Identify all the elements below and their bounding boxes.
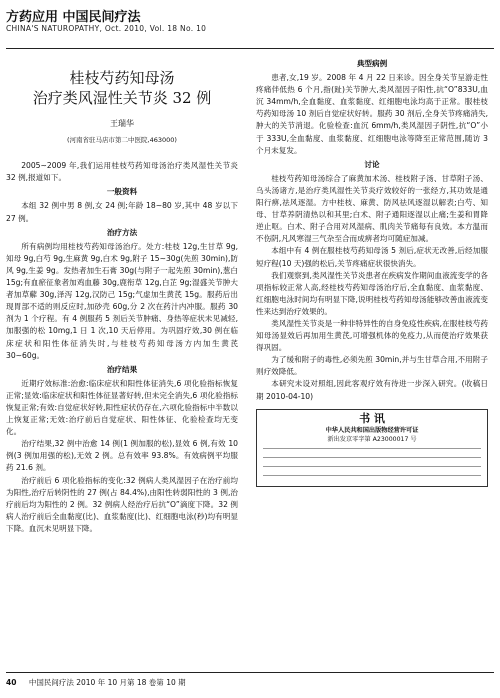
left-column (6, 56, 238, 535)
author-affiliation: (河南省驻马店市第二中医院,463000) (67, 136, 177, 145)
page-number: 40 (6, 678, 17, 687)
fine-print-line (263, 466, 481, 473)
journal-header (6, 4, 494, 49)
section-body: 所有病例均用桂枝芍药知母汤治疗。处方:桂枝 12g,生甘草 9g,知母 9g,白芍 9g,生麻黄 9g,白术 9g,附子 15~30g(先煎 30min),防风 9g,生姜 9g。发热者加生石膏 30g(与附子一起先煎 30min),葱白 15g;有血瘀征象者加鸡血藤 30g,鹿衔草 12g,白芷 9g;湿盛关节肿大者加草薢 30g,泽泻 12g,汉防己 15g;气虚加生黄芪 15g。服药后出现胃部不适的则反应时,加砂壳 60g,分 2 次在药汁内冲服。服药 30 剂为 1 个疗程。有 4 例服药 5 剂后关节肿痛、身热等症状未见减轻,加服强的松 10mg,1 日 1 次,10 天后停用。为巩固疗效,30 例在临床症状和阳性体征消失时,与桂枝芍药知母汤方内加生黄芪 30~60g。 (6, 241, 238, 360)
section-body: 治疗结果,32 例中治愈 14 例(1 例加服的松),显效 6 例,有效 10 例(3 例加用强的松),无效 2 例。总有效率 93.8%。有效病例平均服药 21.6 剂。 (6, 439, 238, 473)
fine-print-line (263, 457, 481, 464)
section-body: 本研究未设对照组,因此客观疗效有待进一步深入研究。(收稿日期 2010-04-10) (256, 379, 488, 401)
section-body: 治疗前后 6 项化验指标的变化:32 例病人类风湿因子在治疗前均为阳性,治疗后转阴性的 27 例(占 84.4%),由阳性转弱阳性的 3 例,治疗前后均为阳性的 2 例。32 例病人经治疗后抗“O”滴度下降。32 例病人治疗前后全血黏度(比)、血浆黏度(比)、红细胞电泳(秒)均有明显下降。血沉未见明显下降。 (6, 475, 238, 533)
left-section (6, 364, 238, 439)
journal-issue-line: CHINA'S NATUROPATHY, Oct. 2010, Vol. 18 No. 10 (6, 24, 207, 33)
section-body: 本组 32 例中男 8 例,女 24 例;年龄 18~80 岁,其中 48 岁以下 27 例。 (6, 201, 238, 223)
section-body: 类风湿性关节炎是一种非特异性的自身免疫性疾病,在服桂枝芍药知母汤显效后再加用生黄芪,可增强机体的免疫力,从而使治疗效果获得巩固。 (256, 318, 488, 353)
section-body: 为了缓和附子的毒性,必须先煎 30min,并与生甘草合用,不用附子则疗效降低。 (256, 355, 488, 377)
book-notice-box (256, 409, 488, 487)
section-heading: 治疗方法 (106, 227, 138, 237)
book-notice-subtitle: 中华人民共和国出版物经营许可证 (325, 426, 419, 434)
section-heading: 讨论 (364, 159, 380, 169)
section-body: 本组中有 4 例在服桂枝芍药知母汤 5 剂后,症状无改善,后经加服短疗程(10 天)强的松后,关节疼痛症状很快消失。 (256, 246, 488, 268)
section-body: 我们观察到,类风湿性关节炎患者在疾病发作期间血液流变学的各项指标较正常人高,经桂枝芍药知母汤治疗后,全血黏度、血浆黏度、红细胞电泳时间均有明显下降,说明桂枝芍药知母汤能够改善血液流变性来达到治疗效果的。 (256, 270, 488, 316)
book-notice-permit: 新出发京零字第 A23000017 号 (327, 435, 417, 443)
left-section (6, 186, 238, 224)
section-body: 近期疗效标准:治愈:临床症状和阳性体征消失,6 项化验指标恢复正常;显效:临床症状和阳性体征显著好转,但未完全消失,6 项化验指标恢复正常;有效:自觉症状好转,阳性症状仍存在,六项化验指标中半数以上恢复正常;无效:治疗前后自觉症状、阳性体征、化验检查均无变化。 (6, 378, 238, 437)
fine-print-line (263, 475, 481, 482)
book-notice-title: 书 讯 (359, 411, 385, 425)
author-name: 王瑞华 (110, 119, 134, 128)
right-column (256, 56, 488, 487)
section-body: 桂枝芍药知母汤综合了麻黄加术汤、桂枝附子汤、甘草附子汤、乌头汤诸方,是治疗类风湿性关节炎疗效较好的一张经方,其功效是通阳行痹,祛风逐湿。方中桂枝、麻黄、防风祛风逐湿以解表;白芍、知母、甘草养阴清热以和其里;白术、附子通阳逐湿以止痛;生姜和胃降逆止呕。白术、附子合用对风湿病、肌肉关节痛每有良效。本方温而不伤阴,凡风寒湿三气杂至合而成痹者均可随症加减。 (256, 173, 488, 244)
title-line-2: 治疗类风湿性关节炎 32 例 (32, 89, 212, 107)
journal-brand: 方药应用 中国民间疗法 (6, 10, 141, 25)
title-line-1: 桂枝芍药知母汤 (69, 69, 175, 87)
book-notice-fine-print (263, 448, 481, 482)
footer-journal-line: 中国民间疗法 2010 年 10 月第 18 卷第 10 期 (28, 678, 186, 687)
page-footer (6, 672, 494, 688)
section-heading: 治疗结果 (106, 364, 138, 374)
left-section (6, 227, 238, 362)
section-heading: 典型病例 (356, 59, 388, 68)
section-body: 患者,女,19 岁。2008 年 4 月 22 日来诊。因全身关节呈游走性疼痛伴低热 6 个月,指(趾)关节肿大,类风湿因子阳性,抗“O”833U,血沉 34mm/h,全血黏度、血浆黏度、红细胞电泳均高于正常。服桂枝芍药知母汤 10 剂后自觉症状好转。服药 30 剂后,全身关节疼痛消失,肿大的关节消退。化验检查:血沉 6mm/h,类风湿因子阴性,抗“O”小于 333U,全血黏度、血浆黏度、红细胞电泳等降至正常范围,随访 3 个月未复发。 (256, 73, 488, 155)
article-title (6, 68, 238, 108)
section-heading: 一般资料 (106, 187, 138, 197)
fine-print-line (263, 448, 481, 455)
abstract: 2005~2009 年,我们运用桂枝芍药知母汤治疗类风湿性关节炎 32 例,报道如下。 (6, 161, 238, 183)
